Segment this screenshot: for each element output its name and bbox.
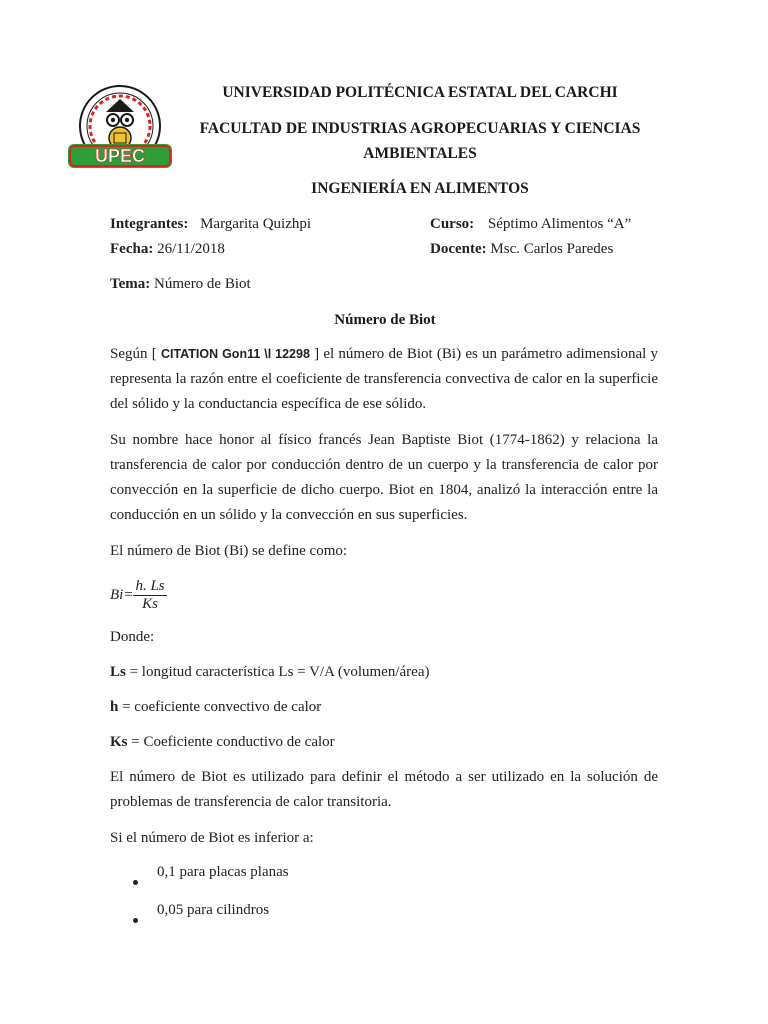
bullet-item-1: 0,1 para placas planas [157, 864, 289, 880]
paragraph-2: Su nombre hace honor al físico francés Jean Baptiste Biot (1774-1862) y relaciona la transferencia de calor por conducción dentro de un cuerpo y la transferencia de calor por convección en la superficie de dicho cuerpo. Biot en 1804, analizó la interacción entre la conducción en un sólido y la convección en sus superficies. [110, 432, 658, 523]
paragraph-4: El número de Biot es utilizado para definir el método a ser utilizado en la solución de problemas de transferencia de calor transitoria. [110, 769, 658, 810]
integrantes-value: Margarita Quizhpi [200, 216, 312, 232]
faculty-line-1: FACULTAD DE INDUSTRIAS AGROPECUARIAS Y CIENCIAS [199, 120, 641, 137]
bullet-dot [133, 872, 138, 890]
paragraph-5: Si el número de Biot es inferior a: [110, 830, 314, 846]
tema-value: Número de Biot [154, 276, 251, 292]
definition-text: = longitud característica Ls = V/A (volumen/área) [125, 664, 430, 680]
curso-row [430, 216, 631, 233]
career-name: INGENIERÍA EN ALIMENTOS [311, 180, 529, 197]
faculty-line-2: AMBIENTALES [363, 145, 477, 162]
tema-label: Tema: [110, 276, 151, 292]
definition-term: Ks [110, 734, 128, 750]
p1-before: Según [ [110, 346, 161, 362]
logo-acronym: UPEC [94, 146, 146, 166]
formula-numerator: h. Ls [135, 578, 165, 594]
university-name: UNIVERSIDAD POLITÉCNICA ESTATAL DEL CARCHI [222, 84, 618, 101]
definition-text: = coeficiente convectivo de calor [118, 699, 322, 715]
curso-label: Curso: [430, 216, 475, 232]
definition-term: Ls [110, 664, 126, 680]
formula-lhs: Bi= [110, 587, 134, 603]
paragraph-3: El número de Biot (Bi) se define como: [110, 543, 348, 559]
definition-text: = Coeficiente conductivo de calor [127, 734, 335, 750]
paragraph-1 [110, 342, 658, 417]
section-title: Número de Biot [334, 312, 436, 328]
bullet-dot [133, 910, 138, 928]
definition-term: h [110, 699, 119, 715]
definition-h [110, 695, 321, 720]
integrantes-label: Integrantes: [110, 216, 189, 232]
bullet-item-2: 0,05 para cilindros [157, 902, 270, 918]
fecha-value: 26/11/2018 [157, 241, 225, 257]
definition-ls [110, 660, 429, 685]
citation-field: CITATION Gon11 \l 12298 [160, 347, 310, 361]
integrantes-row [110, 216, 311, 233]
docente-row [430, 241, 613, 258]
docente-value: Msc. Carlos Paredes [490, 241, 614, 257]
fecha-row [110, 241, 225, 258]
fecha-label: Fecha: [110, 241, 154, 257]
formula-fraction [133, 578, 166, 613]
donde-label: Donde: [110, 629, 155, 645]
tema-row [110, 276, 251, 293]
docente-label: Docente: [430, 241, 487, 257]
p1-after: ] el número de Biot (Bi) es un parámetro adimensional y representa la razón entre el coeficiente de transferencia convectiva de calor en la superficie del sólido y la conductancia específica de ese sólido. [110, 346, 659, 412]
definition-ks [110, 730, 335, 755]
biot-formula [110, 578, 167, 613]
formula-denominator: Ks [142, 596, 158, 612]
university-logo [68, 82, 176, 176]
curso-value: Séptimo Alimentos “A” [487, 216, 632, 232]
